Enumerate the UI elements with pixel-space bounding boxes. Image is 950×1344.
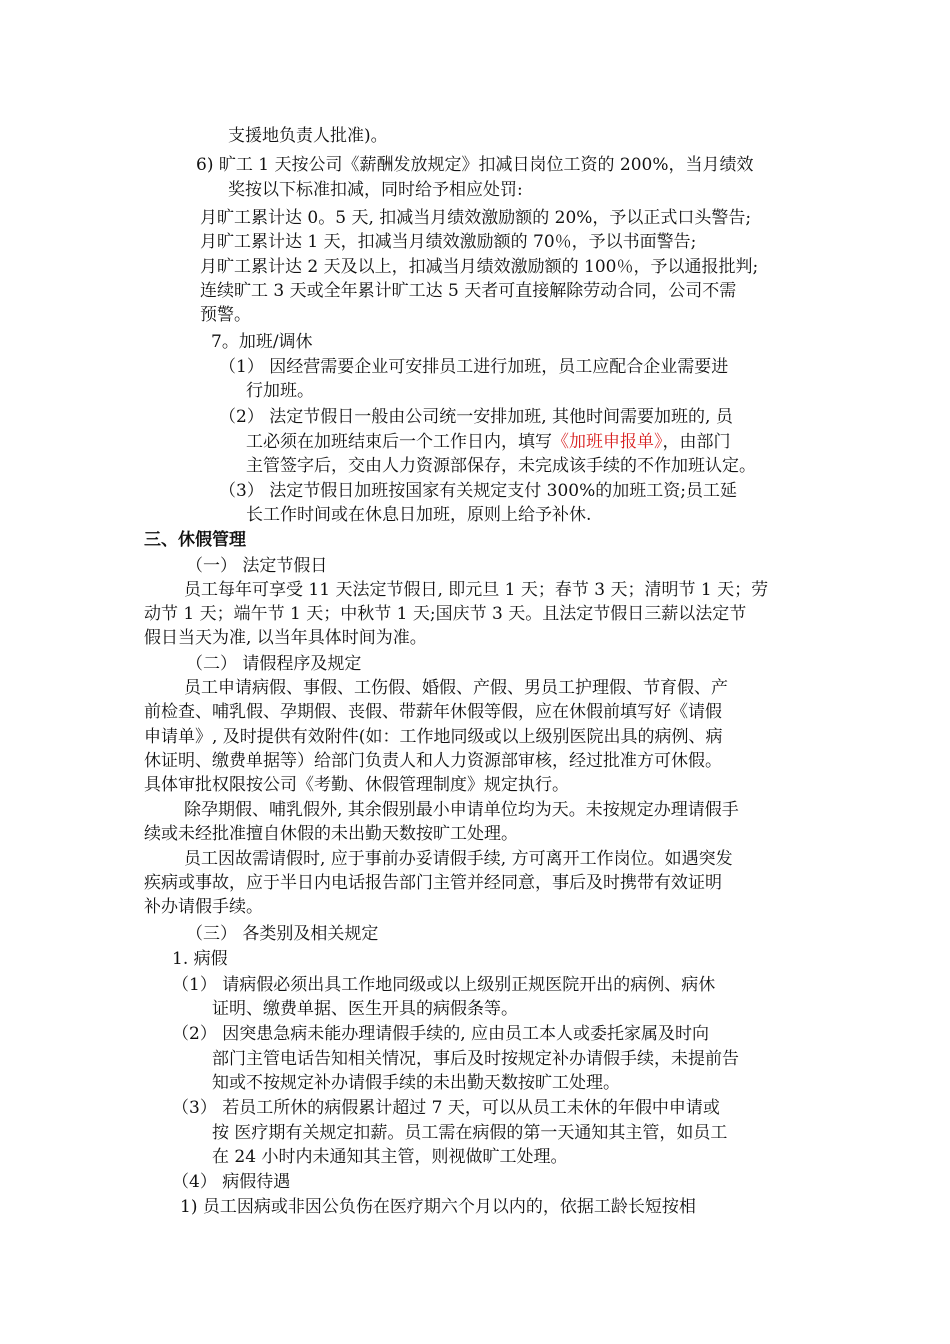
text-line: 知或不按规定补办请假手续的未出勤天数按旷工处理。: [212, 1073, 620, 1093]
text-line: 主管签字后，交由人力资源部保存，未完成该手续的不作加班认定。: [246, 456, 756, 476]
text-line: 动节 1 天；端午节 1 天；中秋节 1 天;国庆节 3 天。且法定节假日三薪以法定节: [144, 604, 747, 624]
text-line: 工必须在加班结束后一个工作日内，填写《加班申报单》，由部门: [246, 432, 731, 452]
text-line: （1） 因经营需要企业可安排员工进行加班，员工应配合企业需要进: [219, 357, 729, 377]
text-line: 证明、缴费单据、医生开具的病假条等。: [212, 999, 518, 1019]
text-line: 前检查、哺乳假、孕期假、丧假、带薪年休假等假，应在休假前填写好《请假: [144, 702, 722, 722]
text-line: （1） 请病假必须出具工作地同级或以上级别正规医院开出的病例、病休: [172, 975, 716, 995]
text-line: 休证明、缴费单据等）给部门负责人和人力资源部审核，经过批准方可休假。: [144, 751, 722, 771]
text-line: 按 医疗期有关规定扣薪。员工需在病假的第一天通知其主管，如员工: [212, 1123, 728, 1143]
text-line: （2） 法定节假日一般由公司统一安排加班, 其他时间需要加班的, 员: [219, 407, 733, 427]
text-line: 假日当天为准, 以当年具体时间为准。: [144, 628, 427, 648]
text-line: 部门主管电话告知相关情况，事后及时按规定补办请假手续，未提前告: [212, 1049, 739, 1069]
subsection-heading: （一） 法定节假日: [186, 556, 328, 576]
item-heading: 1. 病假: [172, 949, 228, 969]
text-line: 在 24 小时内未通知其主管，则视做旷工处理。: [212, 1147, 568, 1167]
text-line: （3） 若员工所休的病假累计超过 7 天，可以从员工未休的年假中申请或: [172, 1098, 720, 1118]
text-line: （4） 病假待遇: [172, 1172, 291, 1192]
text-line: 员工因故需请假时, 应于事前办妥请假手续, 方可离开工作岗位。如遇突发: [184, 849, 733, 869]
text-line: 奖按以下标准扣减，同时给予相应处罚:: [228, 180, 523, 200]
text-line: 支援地负责人批准)。: [228, 126, 388, 146]
text-line: （2） 因突患急病未能办理请假手续的, 应由员工本人或委托家属及时向: [172, 1024, 710, 1044]
text-line: 续或未经批准擅自休假的未出勤天数按旷工处理。: [144, 824, 518, 844]
text-line: 月旷工累计达 2 天及以上，扣减当月绩效激励额的 100％，予以通报批判;: [200, 257, 759, 277]
form-name-highlight: 《加班申报单》: [552, 432, 663, 452]
subsection-heading: （二） 请假程序及规定: [186, 654, 362, 674]
text-line: 员工申请病假、事假、工伤假、婚假、产假、男员工护理假、节育假、产: [184, 678, 728, 698]
text-line: 预警。: [200, 305, 251, 325]
text-line: 月旷工累计达 0。5 天, 扣减当月绩效激励额的 20%，予以正式口头警告;: [200, 208, 752, 228]
text-line: 具体审批权限按公司《考勤、休假管理制度》规定执行。: [144, 775, 569, 795]
text-line: 疾病或事故，应于半日内电话报告部门主管并经同意，事后及时携带有效证明: [144, 873, 722, 893]
text-line: 员工每年可享受 11 天法定节假日, 即元旦 1 天；春节 3 天；清明节 1 天；劳: [184, 580, 769, 600]
subsection-heading: （三） 各类别及相关规定: [186, 924, 379, 944]
text-line: 1) 员工因病或非因公负伤在医疗期六个月以内的，依据工龄长短按相: [180, 1197, 696, 1217]
text-line: 除孕期假、哺乳假外, 其余假别最小申请单位均为天。未按规定办理请假手: [184, 800, 739, 820]
text-line: 6) 旷工 1 天按公司《薪酬发放规定》扣减日岗位工资的 200%，当月绩效: [196, 155, 754, 175]
text-line: 申请单》, 及时提供有效附件(如：工作地同级或以上级别医院出具的病例、病: [144, 727, 723, 747]
section-heading: 三、休假管理: [144, 530, 246, 550]
text-line: 长工作时间或在休息日加班，原则上给予补休.: [246, 505, 592, 525]
text-line: 连续旷工 3 天或全年累计旷工达 5 天者可直接解除劳动合同，公司不需: [200, 281, 737, 301]
text-line: 补办请假手续。: [144, 897, 263, 917]
section-heading: 7。加班/调休: [211, 332, 313, 352]
text-line: 行加班。: [246, 381, 314, 401]
text-line: 月旷工累计达 1 天，扣减当月绩效激励额的 70％，予以书面警告;: [200, 232, 697, 252]
text-line: （3） 法定节假日加班按国家有关规定支付 300%的加班工资;员工延: [219, 481, 737, 501]
